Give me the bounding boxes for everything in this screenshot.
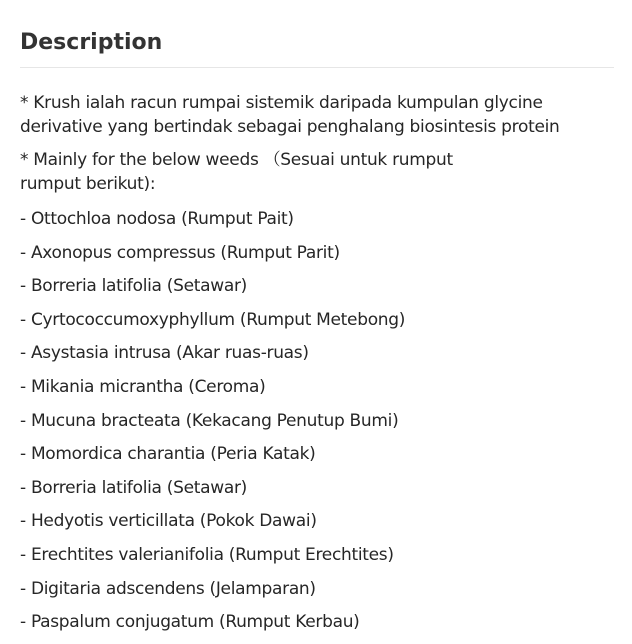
section-heading: Description (20, 30, 163, 55)
description-section (20, 0, 614, 644)
paragraph-line: * Krush ialah racun rumpai sistemik daripada kumpulan glycine (20, 93, 543, 113)
weed-list-item: - Borreria latifolia (Setawar) (20, 477, 247, 498)
weed-list-item: - Axonopus compressus (Rumput Parit) (20, 242, 340, 263)
weed-list-item: - Digitaria adscendens (Jelamparan) (20, 578, 316, 599)
weed-list-item: - Mikania micrantha (Ceroma) (20, 376, 266, 397)
description-paragraph (20, 148, 614, 196)
weed-list-item: - Hedyotis verticillata (Pokok Dawai) (20, 511, 317, 532)
paragraph-line: * Mainly for the below weeds （Sesuai untuk rumput (20, 150, 453, 170)
paragraph-line: derivative yang bertindak sebagai penghalang biosintesis protein (20, 117, 560, 137)
weed-list-item: - Asystasia intrusa (Akar ruas-ruas) (20, 343, 309, 364)
paragraph-line: rumput berikut): (20, 174, 156, 194)
description-content (20, 68, 614, 644)
description-paragraph (20, 91, 614, 139)
weed-list-item: - Paspalum conjugatum (Rumput Kerbau) (20, 612, 360, 633)
weed-list-item: - Borreria latifolia (Setawar) (20, 276, 247, 297)
weed-list-item: - Momordica charantia (Peria Katak) (20, 444, 316, 465)
weed-list-item: - Erechtites valerianifolia (Rumput Erechtites) (20, 544, 394, 565)
weed-list-item: - Cyrtococcumoxyphyllum (Rumput Metebong) (20, 309, 406, 330)
weed-list-item: - Ottochloa nodosa (Rumput Pait) (20, 209, 294, 229)
weed-list-item: - Mucuna bracteata (Kekacang Penutup Bumi) (20, 410, 399, 431)
weed-list (20, 207, 614, 644)
